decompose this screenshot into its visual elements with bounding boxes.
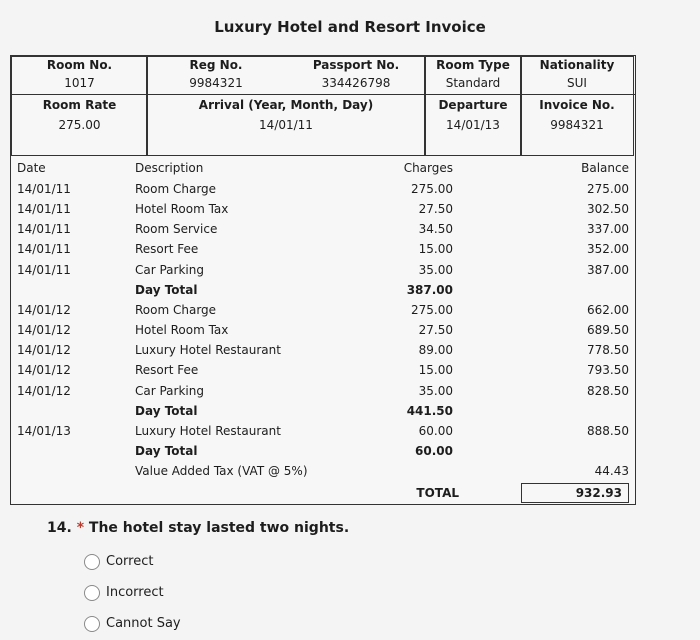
departure-value: 14/01/13 xyxy=(446,118,500,132)
row-balance: 689.50 xyxy=(587,323,629,338)
invoice-table xyxy=(10,55,636,505)
row-charge: 15.00 xyxy=(418,363,453,378)
row-charge: 275.00 xyxy=(411,302,453,317)
row-date: 14/01/13 xyxy=(17,423,71,438)
passport-label: Passport No. xyxy=(312,58,400,72)
row-balance: 778.50 xyxy=(587,343,629,358)
row-date: 14/01/11 xyxy=(17,242,71,257)
row-date: 14/01/12 xyxy=(17,302,71,317)
table-row xyxy=(17,219,629,239)
row-charge: 60.00 xyxy=(418,423,453,438)
radio-cannot-say[interactable] xyxy=(84,616,100,632)
option-label: Correct xyxy=(106,554,154,569)
row-balance: 387.00 xyxy=(587,262,629,277)
row-description: Room Charge xyxy=(135,182,217,196)
table-row xyxy=(17,300,629,320)
row-description: Luxury Hotel Restaurant xyxy=(135,343,281,358)
row-charge: 387.00 xyxy=(406,282,453,297)
departure-label: Departure xyxy=(438,98,508,112)
row-date: 14/01/12 xyxy=(17,323,71,338)
question-text xyxy=(47,520,349,536)
required-mark: * xyxy=(76,520,85,536)
room-no-value: 1017 xyxy=(64,76,95,90)
room-type-value: Standard xyxy=(445,76,501,90)
option-incorrect[interactable] xyxy=(84,583,164,603)
row-balance: 888.50 xyxy=(587,423,629,438)
row-charge: 275.00 xyxy=(411,182,453,196)
table-row xyxy=(17,360,629,380)
row-description: Car Parking xyxy=(135,262,204,277)
row-balance: 352.00 xyxy=(587,242,629,257)
total-label: TOTAL xyxy=(416,486,459,500)
row-date: 14/01/11 xyxy=(17,222,71,237)
table-row xyxy=(17,260,629,280)
row-charge: 35.00 xyxy=(418,383,453,398)
table-row xyxy=(17,199,629,219)
row-date: 14/01/11 xyxy=(17,202,71,217)
row-balance: 275.00 xyxy=(587,182,629,196)
row-description: Car Parking xyxy=(135,383,204,398)
col-description-heading: Description xyxy=(135,161,204,175)
nationality-label: Nationality xyxy=(539,58,615,72)
row-charge: 15.00 xyxy=(418,242,453,257)
row-description: Day Total xyxy=(135,443,198,458)
row-charge: 60.00 xyxy=(415,443,453,458)
table-row xyxy=(17,179,629,199)
arrival-label: Arrival (Year, Month, Day) xyxy=(198,98,374,112)
row-date: 14/01/11 xyxy=(17,182,71,196)
row-date: 14/01/12 xyxy=(17,383,71,398)
row-balance: 337.00 xyxy=(587,222,629,237)
row-balance: 828.50 xyxy=(587,383,629,398)
row-charge: 27.50 xyxy=(418,323,453,338)
option-correct[interactable] xyxy=(84,552,153,572)
col-balance-heading: Balance xyxy=(581,161,629,175)
arrival-value: 14/01/11 xyxy=(259,118,313,132)
invoice-no-label: Invoice No. xyxy=(539,98,615,112)
option-label: Cannot Say xyxy=(106,616,181,631)
option-cannot-say[interactable] xyxy=(84,614,181,634)
option-label: Incorrect xyxy=(106,585,164,600)
radio-correct[interactable] xyxy=(84,554,100,570)
room-rate-value: 275.00 xyxy=(58,118,101,132)
table-row xyxy=(17,381,629,401)
radio-incorrect[interactable] xyxy=(84,585,100,601)
row-description: Resort Fee xyxy=(135,363,199,378)
row-description: Hotel Room Tax xyxy=(135,323,229,338)
passport-value: 334426798 xyxy=(321,76,391,90)
question-statement: The hotel stay lasted two nights. xyxy=(88,520,350,536)
nationality-value: SUI xyxy=(567,76,587,90)
table-row xyxy=(17,239,629,259)
row-balance: 302.50 xyxy=(587,202,629,217)
row-description: Hotel Room Tax xyxy=(135,202,229,217)
total-value: 932.93 xyxy=(521,483,629,503)
row-charge: 35.00 xyxy=(418,262,453,277)
col-charges-heading: Charges xyxy=(403,161,453,175)
row-description: Room Charge xyxy=(135,302,217,317)
room-rate-label: Room Rate xyxy=(42,98,117,112)
row-charge: 441.50 xyxy=(406,403,453,418)
room-type-label: Room Type xyxy=(436,58,510,72)
row-date: 14/01/11 xyxy=(17,262,71,277)
table-row xyxy=(17,401,629,421)
row-date: 14/01/12 xyxy=(17,343,71,358)
header-divider xyxy=(11,94,635,95)
row-balance: 44.43 xyxy=(594,464,629,479)
row-description: Day Total xyxy=(135,403,198,418)
row-charge: 27.50 xyxy=(418,202,453,217)
table-row xyxy=(17,340,629,360)
row-balance: 662.00 xyxy=(587,302,629,317)
row-description: Resort Fee xyxy=(135,242,199,257)
col-date-heading: Date xyxy=(17,161,46,175)
row-balance: 793.50 xyxy=(587,363,629,378)
table-row xyxy=(17,441,629,461)
invoice-no-value: 9984321 xyxy=(550,118,604,132)
table-row xyxy=(17,421,629,441)
reg-no-value: 9984321 xyxy=(189,76,243,90)
row-description: Luxury Hotel Restaurant xyxy=(135,423,281,438)
room-no-label: Room No. xyxy=(46,58,113,72)
question-number: 14. xyxy=(47,520,72,536)
row-charge: 89.00 xyxy=(418,343,453,358)
reg-no-label: Reg No. xyxy=(189,58,243,72)
table-row xyxy=(17,280,629,300)
row-description: Value Added Tax (VAT @ 5%) xyxy=(135,464,308,479)
table-row xyxy=(17,461,629,481)
invoice-title: Luxury Hotel and Resort Invoice xyxy=(214,18,486,36)
row-date: 14/01/12 xyxy=(17,363,71,378)
row-description: Day Total xyxy=(135,282,198,297)
row-description: Room Service xyxy=(135,222,218,237)
column-headings xyxy=(17,158,629,178)
table-row xyxy=(17,320,629,340)
row-charge: 34.50 xyxy=(418,222,453,237)
